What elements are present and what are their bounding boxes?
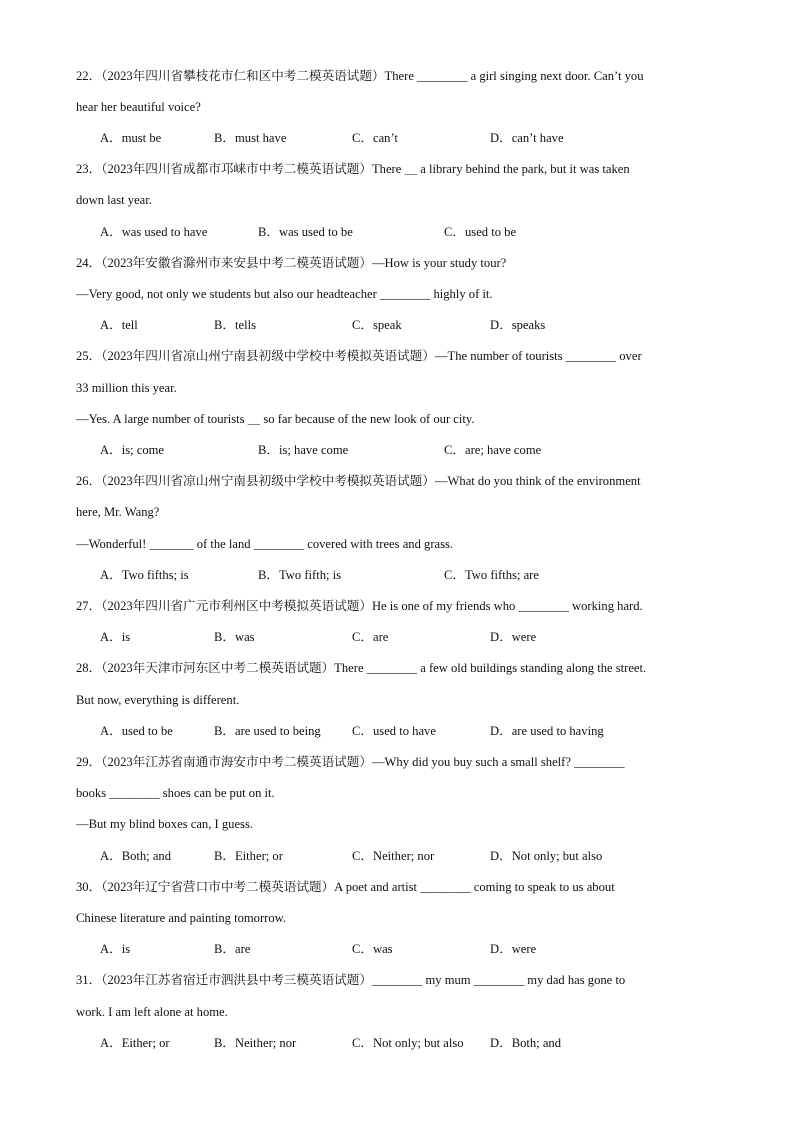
question-30-line-2: Chinese literature and painting tomorrow. — [76, 911, 287, 925]
question-28-options — [100, 722, 720, 740]
option-c[interactable]: C．speak — [352, 318, 402, 332]
question-31-line-2: work. I am left alone at home. — [76, 1005, 228, 1019]
option-b[interactable]: B．Neither; nor — [214, 1036, 297, 1050]
option-d[interactable]: D．can’t have — [490, 131, 564, 145]
option-b[interactable]: B．must have — [214, 131, 287, 145]
option-a[interactable]: A．tell — [100, 318, 138, 332]
question-22-options — [100, 129, 720, 147]
option-c[interactable]: C．used to have — [352, 724, 436, 738]
option-d[interactable]: D．were — [490, 942, 537, 956]
question-26-line-3: —Wonderful! _______ of the land ________ covered with trees and grass. — [76, 537, 454, 551]
question-25-line-1: 25．（2023年四川省凉山州宁南县初级中学校中考模拟英语试题）—The number of tourists ________ over — [76, 349, 642, 363]
question-23-options — [100, 223, 720, 241]
option-b[interactable]: B．are used to being — [214, 724, 321, 738]
question-27-line-1: 27．（2023年四川省广元市利州区中考模拟英语试题）He is one of my friends who ________ working hard. — [76, 599, 643, 613]
question-25-line-2: 33 million this year. — [76, 381, 177, 395]
option-a[interactable]: A．Either; or — [100, 1036, 170, 1050]
option-c[interactable]: C．can’t — [352, 131, 398, 145]
question-26-line-2: here, Mr. Wang? — [76, 505, 160, 519]
option-a[interactable]: A．used to be — [100, 724, 173, 738]
option-c[interactable]: C．Not only; but also — [352, 1036, 464, 1050]
question-28-line-1: 28．（2023年天津市河东区中考二模英语试题）There ________ a few old buildings standing along the street. — [76, 661, 647, 675]
option-c[interactable]: C．was — [352, 942, 393, 956]
question-23-line-1: 23．（2023年四川省成都市邛崃市中考二模英语试题）There ＿ a library behind the park, but it was taken — [76, 162, 630, 176]
option-a[interactable]: A．is — [100, 942, 131, 956]
question-22-line-1: 22．（2023年四川省攀枝花市仁和区中考二模英语试题）There ________ a girl singing next door. Can’t you — [76, 69, 644, 83]
option-a[interactable]: A．is — [100, 630, 131, 644]
option-b[interactable]: B．is; have come — [258, 443, 349, 457]
question-23-line-2: down last year. — [76, 193, 152, 207]
question-30-options — [100, 940, 720, 958]
question-22-line-2: hear her beautiful voice? — [76, 100, 201, 114]
option-a[interactable]: A．Two fifths; is — [100, 568, 189, 582]
option-a[interactable]: A．was used to have — [100, 225, 208, 239]
option-d[interactable]: D．Both; and — [490, 1036, 562, 1050]
question-29-line-2: books ________ shoes can be put on it. — [76, 786, 275, 800]
option-a[interactable]: A．must be — [100, 131, 162, 145]
option-b[interactable]: B．was — [214, 630, 255, 644]
option-b[interactable]: B．are — [214, 942, 251, 956]
question-25-options — [100, 441, 720, 459]
option-c[interactable]: C．Neither; nor — [352, 849, 435, 863]
question-24-line-1: 24．（2023年安徽省滁州市来安县中考二模英语试题）—How is your study tour? — [76, 256, 507, 270]
option-d[interactable]: D．speaks — [490, 318, 546, 332]
option-b[interactable]: B．Two fifth; is — [258, 568, 342, 582]
question-31-options — [100, 1034, 720, 1052]
option-c[interactable]: C．are; have come — [444, 443, 542, 457]
question-30-line-1: 30．（2023年辽宁省营口市中考二模英语试题）A poet and artist ________ coming to speak to us about — [76, 880, 615, 894]
option-a[interactable]: A．Both; and — [100, 849, 172, 863]
option-b[interactable]: B．was used to be — [258, 225, 353, 239]
question-29-line-1: 29．（2023年江苏省南通市海安市中考二模英语试题）—Why did you buy such a small shelf? ________ — [76, 755, 625, 769]
question-28-line-2: But now, everything is different. — [76, 693, 240, 707]
question-24-line-2: —Very good, not only we students but also our headteacher ________ highly of it. — [76, 287, 493, 301]
question-29-options — [100, 847, 720, 865]
question-29-line-3: —But my blind boxes can, I guess. — [76, 817, 253, 831]
option-c[interactable]: C．used to be — [444, 225, 517, 239]
question-24-options — [100, 316, 720, 334]
option-c[interactable]: C．are — [352, 630, 389, 644]
question-26-options — [100, 566, 720, 584]
option-b[interactable]: B．tells — [214, 318, 256, 332]
question-31-line-1: 31．（2023年江苏省宿迁市泗洪县中考三模英语试题）________ my mum ________ my dad has gone to — [76, 973, 626, 987]
option-c[interactable]: C．Two fifths; are — [444, 568, 539, 582]
question-26-line-1: 26．（2023年四川省凉山州宁南县初级中学校中考模拟英语试题）—What do you think of the environment — [76, 474, 641, 488]
question-27-options — [100, 628, 720, 646]
option-d[interactable]: D．Not only; but also — [490, 849, 603, 863]
option-b[interactable]: B．Either; or — [214, 849, 283, 863]
option-d[interactable]: D．were — [490, 630, 537, 644]
option-a[interactable]: A．is; come — [100, 443, 165, 457]
question-25-line-3: —Yes. A large number of tourists ＿ so far because of the new look of our city. — [76, 412, 475, 426]
option-d[interactable]: D．are used to having — [490, 724, 604, 738]
